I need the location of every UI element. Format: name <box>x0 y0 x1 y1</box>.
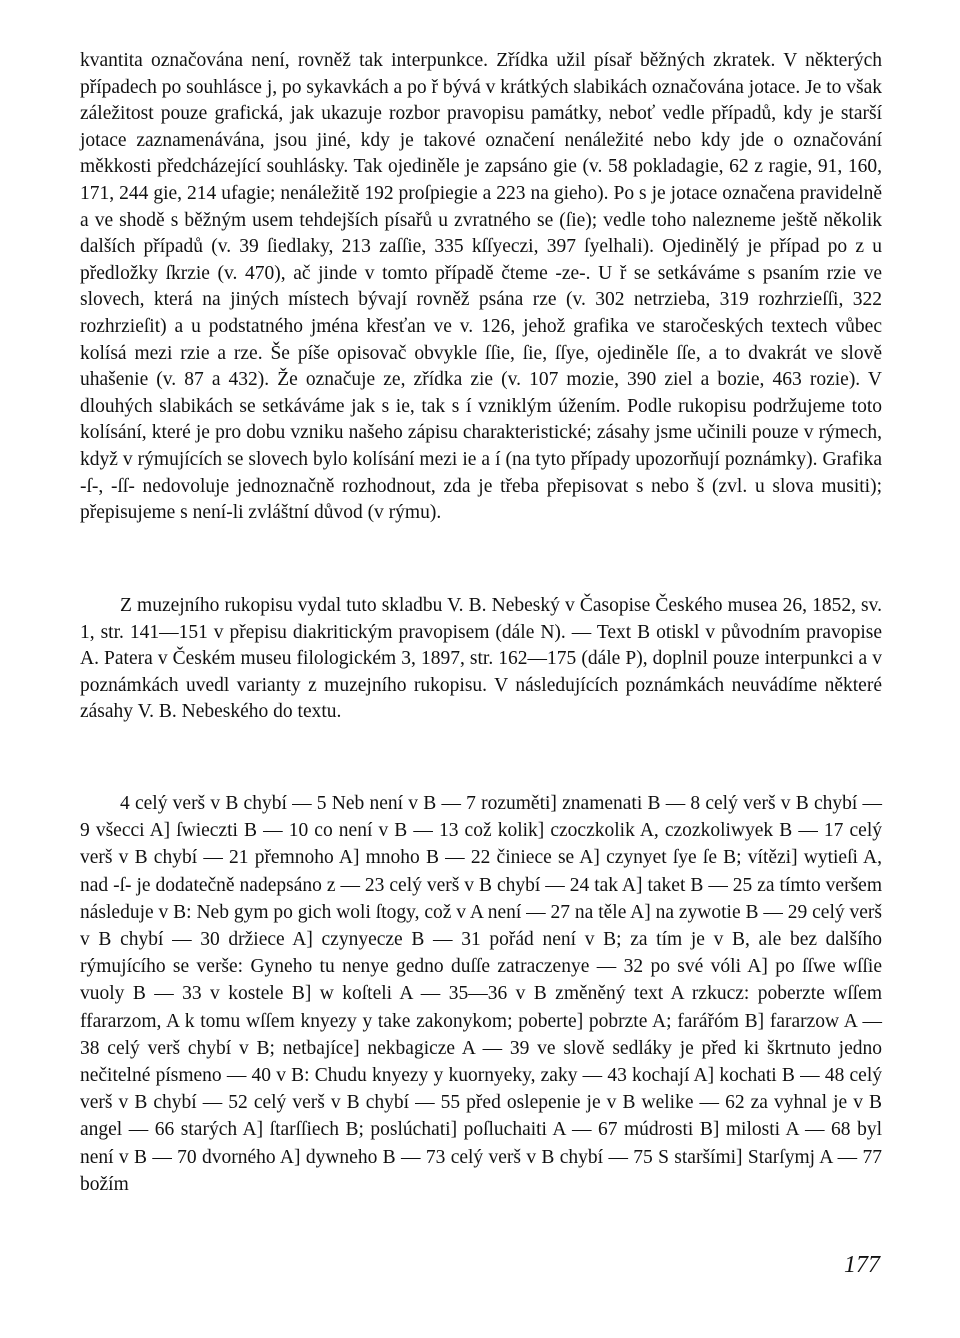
page-number: 177 <box>844 1252 880 1278</box>
body-paragraph-editions: Z muzejního rukopisu vydal tuto skladbu V. B. Nebeský v Časopise Českého musea 26, 1852, sv. 1, str. 141—151 v přepisu diakritickým pravopisem (dále N). — Text B otiskl v původním pravopise A. Patera v Českém museu filologickém 3, 1897, str. 162—175 (dále P), doplnil pouze interpunkci a v poznámkách uvedl varianty z muzejního rukopisu. V následujících poznámkách neuvádíme některé zásahy V. B. Nebeského do textu. <box>80 595 882 723</box>
textual-notes: 4 celý verš v B chybí — 5 Neb není v B — 7 rozuměti] znamenati B — 8 celý verš v B chybí — 9 všecci A] ſwieczti B — 10 co není v B — 13 což kolik] czoczkolik A, czozkoliwyek B — 17 celý verš v B chybí — 21 přemnoho A] mnoho B — 22 činiece se A] czynyet ſye ſe B; vítězi] wytieſi A, nad -ſ- je dodatečně nadepsáno z — 23 celý verš v B chybí — 24 tak A] taket B — 25 za tímto veršem následuje v B: Neb gym po gich woli ſtogy, což v A není — 27 na těle A] na zywotie B — 29 celý verš v B chybí — 30 držiece A] czynyecze B — 31 pořád není v B; za tím je v B, ale bez dalšího rýmujícího se verše: Gyneho tu nenye gedno duſſe zatraczenye — 32 po své vóli A] po ſſwe wſſie vuoly B — 33 v kostele B] w koſteli A — 35—36 v B změněný text A rzkucz: poberzte wſſem ffararzom, A k tomu wſſem knyezy y take zakonykom; poberte] pobrzte A; farářóm B] fararzow A — 38 celý verš chybí v B; netbajíce] nekbagicze A — 39 ve slově sedláky je před ki škrtnuto jedno nečitelné písmeno — 40 v B: Chudu knyezy y kuornyeky, zaky — 43 kochají A] kochati B — 48 celý verš v B chybí — 52 celý verš v B chybí — 55 před oslepenie je v B welike — 62 za vyhnal je v B angel — 66 starých A] ſtarſſiech B; poslúchati] poſluchaiti A — 67 múdrosti B] milosti A — 68 byl není v B — 70 dvorného A] dywneho B — 73 celý verš v B chybí — 75 S staršími] Starſymj A — 77 božím <box>80 793 882 1195</box>
body-paragraph-orthography: kvantita označována není, rovněž tak interpunkce. Zřídka užil písař běžných zkratek. V některých případech po souhlásce j, po sykavkách a po ř bývá v krátkých slabikách označována jotace. Je to však záležitost pouze grafická, jak ukazuje rozbor pravopisu památky, neboť vedle případů, kdy je starší jotace zaznamenávána, jsou jiné, kdy je takové označení nenáležité nebo kdy jde o označování měkkosti předcházející souhlásky. Tak ojediněle je zapsáno gie (v. 58 pokladagie, 62 z ragie, 91, 160, 171, 244 gie, 214 ufagie; nenáležitě 192 proſpiegie a 223 na gieho). Po s je jotace označena pravidelně a ve shodě s běžným usem tehdejších písařů u zvratného se (ſie); vedle toho nalezneme ještě několik dalších případů (v. 39 ſiedlaky, 213 zaſſie, 335 kſſyeczi, 397 ſyelhali). Ojedinělý je případ po z u předložky ſkrzie (v. 470), ač jinde v tomto případě čteme -ze-. U ř se setkáváme s psaním rzie ve slovech, která na jiných místech bývají rovněž psána rze (v. 302 netrzieba, 319 rozhrzieſſi, 322 rozhrzieſit) a u podstatného jména křesťan ve v. 126, jehož grafika ve staročeských textech vůbec kolísá mezi rzie a rze. Še píše opisovač obvykle ſſie, ſie, ſſye, ojediněle ſſe, a to dvakrát ve slově uhašenie (v. 87 a 432). Že označuje ze, zřídka zie (v. 107 mozie, 390 ziel a bozie, 463 rozie). V dlouhých slabikách se setkáváme jak s ie, tak s í vzniklým úžením. Podle rukopisu podržujeme toto kolísání, které je pro dobu vzniku našeho zápisu charakteristické; zásahy jsme učinili pouze v rýmech, když v rýmujících se slovech bylo kolísání mezi ie a í (na tyto případy upozorňují poznámky). Grafika -ſ-, -ſſ- nedovoluje jednoznačně rozhodnout, zda je třeba přepisovat s nebo š (zvl. u slova musiti); přepisujeme s není-li zvláštní důvod (v rýmu). <box>80 50 882 524</box>
